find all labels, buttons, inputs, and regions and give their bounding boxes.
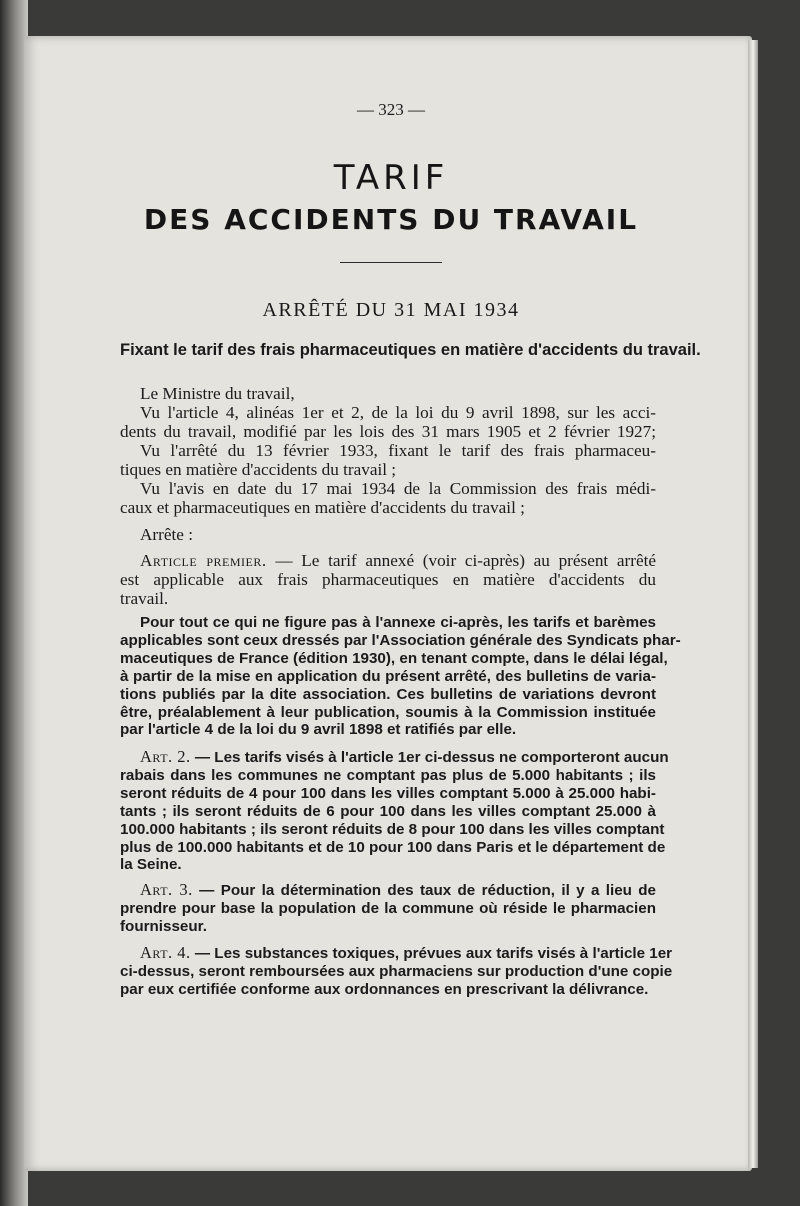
text-line: rabais dans les communes ne comptant pas plus de 5.000 habitants ; ils — [120, 766, 656, 784]
text-line — [120, 747, 669, 767]
text-line: travail. — [120, 589, 169, 608]
preamble — [120, 384, 656, 517]
text-line: dents du travail, modifié par les lois des 31 mars 1905 et 2 février 1927; — [120, 422, 656, 441]
arrete-subject: Fixant le tarif des frais pharmaceutiques en matière d'accidents du travail. — [120, 341, 701, 359]
text-line: Pour tout ce qui ne figure pas à l'annexe ci-après, les tarifs et barèmes — [140, 614, 656, 631]
text-span: — Les tarifs visés à l'article 1er ci-dessus ne comporteront aucun — [194, 749, 669, 766]
text-line: par eux certifiée conforme aux ordonnances en prescrivant la délivrance. — [120, 980, 649, 998]
text-line: 100.000 habitants ; ils seront réduits de 8 pour 100 dans les villes comptant — [120, 820, 665, 838]
article-label: Article premier. — [140, 551, 267, 570]
document-title: TARIF — [333, 158, 449, 198]
text-line: tants ; ils seront réduits de 6 pour 100 dans les villes comptant 25.000 à — [120, 802, 656, 820]
title-divider — [340, 262, 442, 263]
text-line: applicables sont ceux dressés par l'Association générale des Syndicats phar- — [120, 631, 681, 649]
page-number: — 323 — — [357, 100, 425, 119]
article-label: Art. 2. — [140, 747, 191, 766]
article-label: Art. 4. — [140, 943, 191, 962]
text-line — [120, 551, 656, 570]
text-span: — Pour la détermination des taux de réduction, il y a lieu de — [199, 882, 656, 899]
text-line: fournisseur. — [120, 917, 207, 935]
arrete-heading: ARRÊTÉ DU 31 MAI 1934 — [262, 299, 520, 321]
text-line: tions publiés par la dite association. Ces bulletins de variations devront — [120, 685, 656, 703]
text-span: — Les substances toxiques, prévues aux tarifs visés à l'article 1er — [194, 945, 673, 962]
text-line: caux et pharmaceutiques en matière d'accidents du travail ; — [120, 498, 525, 517]
text-line: plus de 100.000 habitants et de 10 pour 100 dans Paris et le département de — [120, 838, 666, 856]
text-line: la Seine. — [120, 856, 182, 874]
article-2 — [120, 747, 669, 874]
article-label: Art. 3. — [140, 880, 193, 899]
text-line: prendre pour base la population de la commune où réside le pharmacien — [120, 899, 656, 917]
text-line — [120, 881, 656, 900]
text-span: — Le tarif annexé (voir ci-après) au présent arrêté — [275, 551, 656, 570]
text-line: maceutiques de France (édition 1930), en tenant compte, dans le délai légal, — [120, 649, 668, 667]
article-1 — [120, 551, 656, 608]
article-4 — [120, 943, 673, 999]
text-line: Arrête : — [140, 525, 193, 544]
text-line: par l'article 4 de la loi du 9 avril 1898 et ratifiés par elle. — [120, 721, 517, 739]
annex-paragraph — [120, 614, 681, 739]
text-line: être, préalablement à leur publication, soumis à la Commission instituée — [120, 703, 656, 721]
text-line — [120, 943, 673, 963]
text-line: est applicable aux frais pharmaceutiques en matière d'accidents du — [120, 570, 656, 589]
arrete-verb — [120, 525, 656, 544]
text-line: à partir de la mise en application du présent arrêté, des bulletins de varia- — [120, 667, 656, 685]
text-line: Vu l'avis en date du 17 mai 1934 de la Commission des frais médi- — [140, 479, 656, 498]
text-line: Vu l'arrêté du 13 février 1933, fixant le tarif des frais pharmaceu- — [140, 441, 656, 460]
text-line: seront réduits de 4 pour 100 dans les villes comptant 5.000 à 25.000 habi- — [120, 784, 656, 802]
text-line: Vu l'article 4, alinéas 1er et 2, de la loi du 9 avril 1898, sur les acci- — [140, 403, 656, 422]
text-line: tiques en matière d'accidents du travail ; — [120, 460, 397, 479]
article-3 — [120, 881, 656, 936]
document-subtitle: DES ACCIDENTS DU TRAVAIL — [143, 203, 639, 236]
text-line: Le Ministre du travail, — [140, 384, 295, 403]
text-line: ci-dessus, seront remboursées aux pharmaciens sur production d'une copie — [120, 962, 673, 980]
